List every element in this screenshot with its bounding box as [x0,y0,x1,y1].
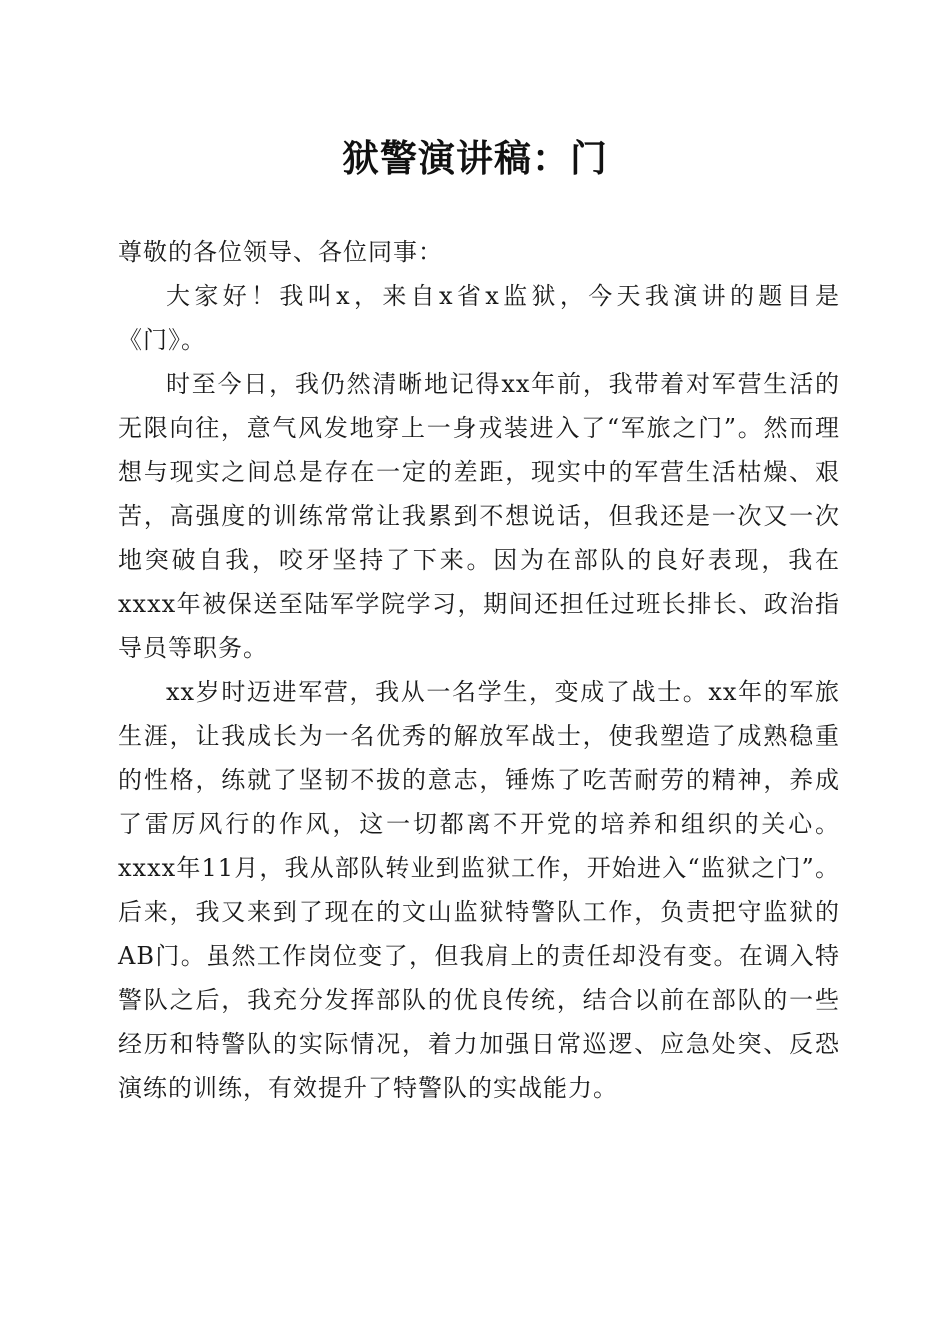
document-body [118,230,840,1110]
salutation: 尊敬的各位领导、各位同事： [118,238,443,266]
paragraph-prison-gate: xx岁时迈进军营，我从一名学生，变成了战士。xx年的军旅生涯，让我成长为一名优秀的解放军战士，使我塑造了成熟稳重的性格，练就了坚韧不拔的意志，锤炼了吃苦耐劳的精神，养成了雷厉风行的作风，这一切都离不开党的培养和组织的关心。xxxx年11月，我从部队转业到监狱工作，开始进入“监狱之门”。后来，我又来到了现在的文山监狱特警队工作，负责把守监狱的AB门。虽然工作岗位变了，但我肩上的责任却没有变。在调入特警队之后，我充分发挥部队的优良传统，结合以前在部队的一些经历和特警队的实际情况，着力加强日常巡逻、应急处突、反恐演练的训练，有效提升了特警队的实战能力。 [118,678,840,1102]
paragraph-military-gate: 时至今日，我仍然清晰地记得xx年前，我带着对军营生活的无限向往，意气风发地穿上一身戎装进入了“军旅之门”。然而理想与现实之间总是存在一定的差距，现实中的军营生活枯燥、艰苦，高强度的训练常常让我累到不想说话，但我还是一次又一次地突破自我，咬牙坚持了下来。因为在部队的良好表现，我在xxxx年被保送至陆军学院学习，期间还担任过班长排长、政治指导员等职务。 [118,370,840,662]
document-title: 狱警演讲稿：门 [342,136,608,180]
paragraph-greeting: 大家好！我叫x，来自x省x监狱，今天我演讲的题目是《门》。 [118,282,840,354]
